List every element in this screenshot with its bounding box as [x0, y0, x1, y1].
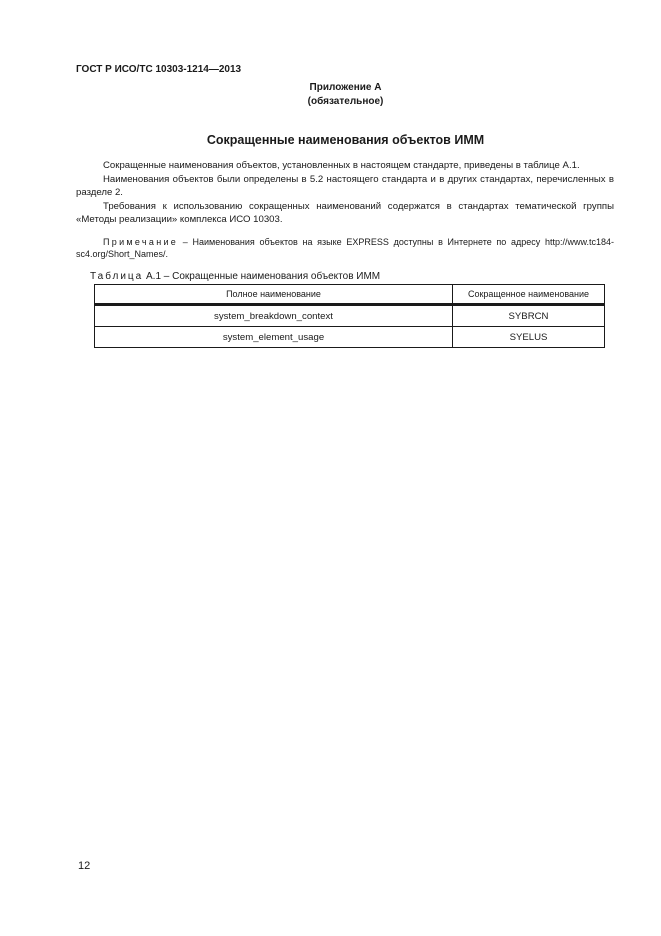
paragraph-text: Требования к использованию сокращенных наименований содержатся в стандартах тематической группы «Методы реализации» комплекса ИСО 10303.: [76, 201, 614, 225]
note-label: Примечание: [103, 237, 179, 247]
paragraph: [76, 200, 614, 226]
table-caption: [90, 271, 380, 282]
full-name-cell: system_element_usage: [95, 327, 453, 348]
short-name-cell: SYBRCN: [453, 305, 605, 327]
note-text: – Наименования объектов на языке EXPRESS доступны в Интернете по адресу http://www.tc184-sc4.org/Short_Names/.: [76, 237, 614, 259]
full-name-cell: system_breakdown_context: [95, 305, 453, 327]
table-caption-label: Таблица: [90, 271, 144, 282]
short-name-cell: SYELUS: [453, 327, 605, 348]
abbreviations-table: [94, 284, 605, 348]
paragraph-text: Наименования объектов были определены в 5.2 настоящего стандарта и в других стандартах, перечисленных в разделе 2.: [76, 174, 614, 198]
page-number: 12: [78, 860, 91, 872]
column-header-short-name: Сокращенное наименование: [453, 285, 605, 305]
paragraph-text: Сокращенные наименования объектов, установленных в настоящем стандарте, приведены в таблице А.1.: [103, 160, 580, 171]
appendix-title: Приложение А: [309, 82, 382, 93]
note: [76, 236, 614, 260]
paragraph: [76, 173, 614, 199]
standard-number: ГОСТ Р ИСО/ТС 10303-1214—2013: [76, 64, 242, 75]
table-row: [95, 305, 605, 327]
table-caption-text: А.1 – Сокращенные наименования объектов ИММ: [143, 271, 381, 282]
table-header-row: [95, 285, 605, 305]
paragraph: [76, 159, 614, 172]
appendix-status: (обязательное): [307, 96, 384, 107]
column-header-full-name: Полное наименование: [95, 285, 453, 305]
section-title: Сокращенные наименования объектов ИММ: [206, 133, 485, 147]
table-row: [95, 327, 605, 348]
